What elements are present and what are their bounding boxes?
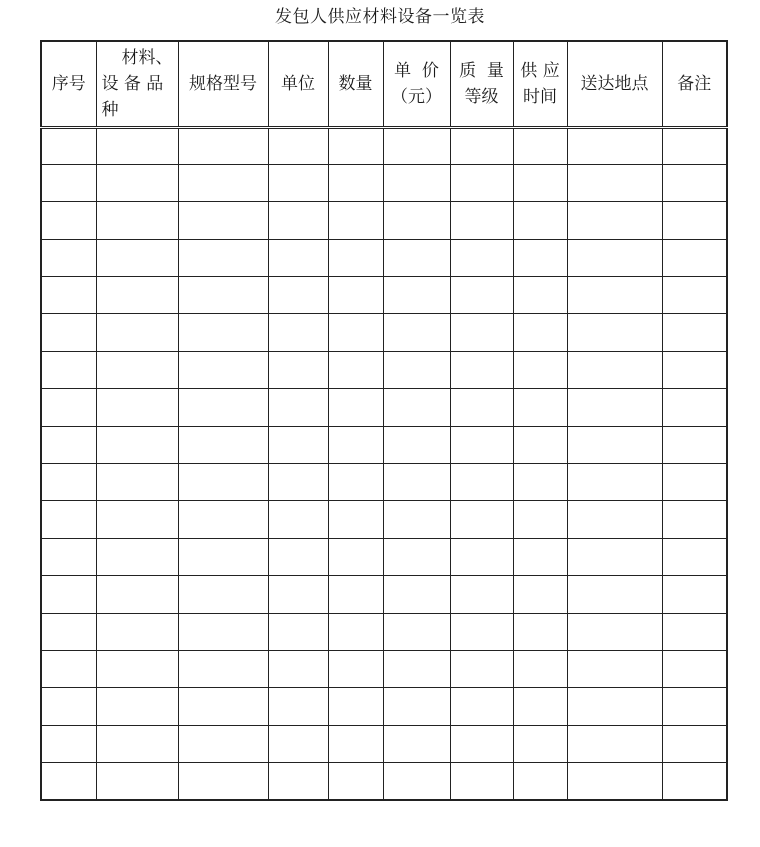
cell-delivery-place[interactable] bbox=[567, 389, 662, 426]
table-row bbox=[41, 763, 727, 800]
table-body bbox=[41, 127, 727, 800]
cell-quality[interactable] bbox=[450, 725, 513, 762]
cell-quality[interactable] bbox=[450, 688, 513, 725]
cell-spec[interactable] bbox=[178, 538, 268, 575]
cell-spec[interactable] bbox=[178, 725, 268, 762]
cell-supply-time[interactable] bbox=[513, 688, 567, 725]
header-remarks bbox=[662, 41, 727, 127]
cell-unit-price[interactable] bbox=[383, 501, 450, 538]
cell-unit-price[interactable] bbox=[383, 688, 450, 725]
cell-quantity[interactable] bbox=[328, 576, 383, 613]
cell-quantity[interactable] bbox=[328, 351, 383, 388]
cell-remarks[interactable] bbox=[662, 464, 727, 501]
header-label: 送达地点 bbox=[580, 73, 649, 94]
page-title: 发包人供应材料设备一览表 bbox=[275, 7, 485, 27]
cell-spec[interactable] bbox=[178, 613, 268, 650]
cell-material[interactable] bbox=[96, 389, 178, 426]
cell-supply-time[interactable] bbox=[513, 538, 567, 575]
cell-delivery-place[interactable] bbox=[567, 613, 662, 650]
table-row bbox=[41, 202, 727, 239]
cell-supply-time[interactable] bbox=[513, 576, 567, 613]
cell-delivery-place[interactable] bbox=[567, 650, 662, 687]
cell-delivery-place[interactable] bbox=[567, 314, 662, 351]
table-row bbox=[41, 576, 727, 613]
header-label: 规格型号 bbox=[189, 73, 257, 94]
table-row bbox=[41, 688, 727, 725]
cell-quality[interactable] bbox=[450, 501, 513, 538]
cell-quantity[interactable] bbox=[328, 314, 383, 351]
table-row bbox=[41, 613, 727, 650]
cell-unit[interactable] bbox=[268, 501, 328, 538]
materials-table bbox=[40, 40, 728, 801]
cell-unit[interactable] bbox=[268, 763, 328, 800]
cell-quality[interactable] bbox=[450, 164, 513, 201]
cell-unit-price[interactable] bbox=[383, 202, 450, 239]
cell-delivery-place[interactable] bbox=[567, 164, 662, 201]
cell-seq[interactable] bbox=[41, 725, 96, 762]
cell-delivery-place[interactable] bbox=[567, 538, 662, 575]
cell-unit-price[interactable] bbox=[383, 277, 450, 314]
cell-unit[interactable] bbox=[268, 576, 328, 613]
cell-spec[interactable] bbox=[178, 576, 268, 613]
cell-supply-time[interactable] bbox=[513, 464, 567, 501]
cell-supply-time[interactable] bbox=[513, 127, 567, 164]
cell-unit-price[interactable] bbox=[383, 164, 450, 201]
cell-spec[interactable] bbox=[178, 464, 268, 501]
cell-seq[interactable] bbox=[41, 763, 96, 800]
cell-material[interactable] bbox=[96, 613, 178, 650]
cell-supply-time[interactable] bbox=[513, 763, 567, 800]
cell-delivery-place[interactable] bbox=[567, 501, 662, 538]
cell-quantity[interactable] bbox=[328, 538, 383, 575]
cell-remarks[interactable] bbox=[662, 725, 727, 762]
cell-delivery-place[interactable] bbox=[567, 576, 662, 613]
cell-unit-price[interactable] bbox=[383, 538, 450, 575]
table-row bbox=[41, 277, 727, 314]
header-delivery-place bbox=[567, 41, 662, 127]
cell-remarks[interactable] bbox=[662, 538, 727, 575]
cell-unit-price[interactable] bbox=[383, 464, 450, 501]
cell-delivery-place[interactable] bbox=[567, 277, 662, 314]
header-label: 备注 bbox=[677, 73, 712, 94]
header-label: 时间 bbox=[523, 86, 557, 107]
cell-seq[interactable] bbox=[41, 650, 96, 687]
cell-unit[interactable] bbox=[268, 164, 328, 201]
cell-remarks[interactable] bbox=[662, 314, 727, 351]
header-label: 单位 bbox=[281, 73, 315, 94]
header-seq bbox=[41, 41, 96, 127]
cell-supply-time[interactable] bbox=[513, 650, 567, 687]
cell-material[interactable] bbox=[96, 688, 178, 725]
cell-quality[interactable] bbox=[450, 426, 513, 463]
cell-quantity[interactable] bbox=[328, 389, 383, 426]
cell-spec[interactable] bbox=[178, 239, 268, 276]
cell-remarks[interactable] bbox=[662, 576, 727, 613]
cell-supply-time[interactable] bbox=[513, 426, 567, 463]
cell-seq[interactable] bbox=[41, 613, 96, 650]
cell-supply-time[interactable] bbox=[513, 501, 567, 538]
cell-remarks[interactable] bbox=[662, 501, 727, 538]
cell-material[interactable] bbox=[96, 164, 178, 201]
header-label: 材料、 bbox=[121, 47, 173, 68]
cell-unit[interactable] bbox=[268, 277, 328, 314]
header-quantity bbox=[328, 41, 383, 127]
cell-quality[interactable] bbox=[450, 314, 513, 351]
cell-spec[interactable] bbox=[178, 164, 268, 201]
cell-material[interactable] bbox=[96, 650, 178, 687]
header-spec bbox=[178, 41, 268, 127]
cell-seq[interactable] bbox=[41, 314, 96, 351]
cell-material[interactable] bbox=[96, 763, 178, 800]
cell-delivery-place[interactable] bbox=[567, 464, 662, 501]
cell-unit-price[interactable] bbox=[383, 351, 450, 388]
cell-quality[interactable] bbox=[450, 613, 513, 650]
cell-quantity[interactable] bbox=[328, 127, 383, 164]
cell-delivery-place[interactable] bbox=[567, 725, 662, 762]
cell-quality[interactable] bbox=[450, 576, 513, 613]
table-row bbox=[41, 538, 727, 575]
cell-material[interactable] bbox=[96, 351, 178, 388]
cell-seq[interactable] bbox=[41, 538, 96, 575]
cell-unit[interactable] bbox=[268, 538, 328, 575]
table-row bbox=[41, 239, 727, 276]
header-label: 设 备 品 bbox=[101, 73, 164, 94]
cell-quantity[interactable] bbox=[328, 464, 383, 501]
cell-spec[interactable] bbox=[178, 277, 268, 314]
cell-spec[interactable] bbox=[178, 314, 268, 351]
cell-remarks[interactable] bbox=[662, 239, 727, 276]
table-row bbox=[41, 164, 727, 201]
cell-unit-price[interactable] bbox=[383, 725, 450, 762]
cell-remarks[interactable] bbox=[662, 613, 727, 650]
cell-unit-price[interactable] bbox=[383, 389, 450, 426]
header-supply-time bbox=[513, 41, 567, 127]
header-label: 数量 bbox=[338, 73, 373, 94]
cell-seq[interactable] bbox=[41, 464, 96, 501]
cell-unit[interactable] bbox=[268, 426, 328, 463]
cell-unit-price[interactable] bbox=[383, 613, 450, 650]
table-row bbox=[41, 725, 727, 762]
cell-unit[interactable] bbox=[268, 613, 328, 650]
cell-unit[interactable] bbox=[268, 650, 328, 687]
table-row bbox=[41, 464, 727, 501]
cell-spec[interactable] bbox=[178, 763, 268, 800]
cell-quality[interactable] bbox=[450, 389, 513, 426]
cell-remarks[interactable] bbox=[662, 650, 727, 687]
cell-supply-time[interactable] bbox=[513, 725, 567, 762]
cell-seq[interactable] bbox=[41, 351, 96, 388]
cell-unit[interactable] bbox=[268, 314, 328, 351]
cell-supply-time[interactable] bbox=[513, 164, 567, 201]
cell-quantity[interactable] bbox=[328, 426, 383, 463]
cell-unit[interactable] bbox=[268, 351, 328, 388]
cell-quality[interactable] bbox=[450, 650, 513, 687]
cell-unit[interactable] bbox=[268, 688, 328, 725]
cell-quantity[interactable] bbox=[328, 277, 383, 314]
cell-unit-price[interactable] bbox=[383, 127, 450, 164]
cell-unit-price[interactable] bbox=[383, 426, 450, 463]
header-label: 质 量 bbox=[459, 60, 504, 81]
cell-remarks[interactable] bbox=[662, 277, 727, 314]
cell-material[interactable] bbox=[96, 725, 178, 762]
cell-material[interactable] bbox=[96, 239, 178, 276]
header-label: 等级 bbox=[464, 86, 499, 107]
cell-supply-time[interactable] bbox=[513, 314, 567, 351]
cell-quantity[interactable] bbox=[328, 239, 383, 276]
cell-spec[interactable] bbox=[178, 389, 268, 426]
cell-supply-time[interactable] bbox=[513, 239, 567, 276]
cell-remarks[interactable] bbox=[662, 688, 727, 725]
cell-supply-time[interactable] bbox=[513, 389, 567, 426]
cell-quality[interactable] bbox=[450, 464, 513, 501]
cell-delivery-place[interactable] bbox=[567, 239, 662, 276]
cell-unit[interactable] bbox=[268, 464, 328, 501]
cell-material[interactable] bbox=[96, 314, 178, 351]
cell-unit[interactable] bbox=[268, 127, 328, 164]
cell-quality[interactable] bbox=[450, 538, 513, 575]
cell-remarks[interactable] bbox=[662, 426, 727, 463]
header-label: 供 应 bbox=[520, 60, 560, 81]
header-unit bbox=[268, 41, 328, 127]
cell-quantity[interactable] bbox=[328, 763, 383, 800]
cell-material[interactable] bbox=[96, 426, 178, 463]
cell-spec[interactable] bbox=[178, 202, 268, 239]
cell-quantity[interactable] bbox=[328, 613, 383, 650]
cell-unit[interactable] bbox=[268, 202, 328, 239]
cell-material[interactable] bbox=[96, 538, 178, 575]
cell-material[interactable] bbox=[96, 202, 178, 239]
table-row bbox=[41, 314, 727, 351]
header-unit-price bbox=[383, 41, 450, 127]
cell-seq[interactable] bbox=[41, 127, 96, 164]
cell-quantity[interactable] bbox=[328, 501, 383, 538]
cell-seq[interactable] bbox=[41, 501, 96, 538]
cell-material[interactable] bbox=[96, 576, 178, 613]
cell-material[interactable] bbox=[96, 501, 178, 538]
cell-supply-time[interactable] bbox=[513, 351, 567, 388]
cell-delivery-place[interactable] bbox=[567, 202, 662, 239]
cell-seq[interactable] bbox=[41, 202, 96, 239]
cell-spec[interactable] bbox=[178, 426, 268, 463]
cell-seq[interactable] bbox=[41, 576, 96, 613]
header-label: 单 价 bbox=[394, 60, 439, 81]
cell-unit-price[interactable] bbox=[383, 763, 450, 800]
cell-quality[interactable] bbox=[450, 763, 513, 800]
cell-remarks[interactable] bbox=[662, 164, 727, 201]
cell-delivery-place[interactable] bbox=[567, 426, 662, 463]
header-row bbox=[41, 41, 727, 127]
header-material bbox=[96, 41, 178, 127]
cell-material[interactable] bbox=[96, 464, 178, 501]
table-row bbox=[41, 501, 727, 538]
cell-spec[interactable] bbox=[178, 650, 268, 687]
cell-delivery-place[interactable] bbox=[567, 688, 662, 725]
cell-remarks[interactable] bbox=[662, 389, 727, 426]
table-row bbox=[41, 650, 727, 687]
cell-quantity[interactable] bbox=[328, 725, 383, 762]
cell-unit-price[interactable] bbox=[383, 314, 450, 351]
header-label: 种 bbox=[101, 99, 119, 120]
cell-unit-price[interactable] bbox=[383, 650, 450, 687]
cell-remarks[interactable] bbox=[662, 202, 727, 239]
table-row bbox=[41, 389, 727, 426]
cell-quality[interactable] bbox=[450, 351, 513, 388]
cell-supply-time[interactable] bbox=[513, 277, 567, 314]
cell-unit-price[interactable] bbox=[383, 239, 450, 276]
cell-seq[interactable] bbox=[41, 389, 96, 426]
cell-supply-time[interactable] bbox=[513, 613, 567, 650]
cell-spec[interactable] bbox=[178, 127, 268, 164]
cell-unit[interactable] bbox=[268, 725, 328, 762]
cell-quality[interactable] bbox=[450, 202, 513, 239]
cell-remarks[interactable] bbox=[662, 763, 727, 800]
table-row bbox=[41, 351, 727, 388]
cell-quality[interactable] bbox=[450, 127, 513, 164]
header-label: （元） bbox=[391, 86, 442, 107]
cell-seq[interactable] bbox=[41, 164, 96, 201]
cell-supply-time[interactable] bbox=[513, 202, 567, 239]
cell-seq[interactable] bbox=[41, 688, 96, 725]
cell-material[interactable] bbox=[96, 127, 178, 164]
cell-delivery-place[interactable] bbox=[567, 351, 662, 388]
cell-remarks[interactable] bbox=[662, 351, 727, 388]
cell-quality[interactable] bbox=[450, 239, 513, 276]
cell-unit-price[interactable] bbox=[383, 576, 450, 613]
header-label: 序号 bbox=[51, 73, 86, 94]
cell-quantity[interactable] bbox=[328, 202, 383, 239]
cell-seq[interactable] bbox=[41, 277, 96, 314]
cell-unit[interactable] bbox=[268, 239, 328, 276]
cell-seq[interactable] bbox=[41, 426, 96, 463]
table-row bbox=[41, 127, 727, 164]
cell-spec[interactable] bbox=[178, 501, 268, 538]
cell-quantity[interactable] bbox=[328, 164, 383, 201]
cell-quantity[interactable] bbox=[328, 688, 383, 725]
cell-remarks[interactable] bbox=[662, 127, 727, 164]
cell-material[interactable] bbox=[96, 277, 178, 314]
table-row bbox=[41, 426, 727, 463]
cell-spec[interactable] bbox=[178, 688, 268, 725]
cell-delivery-place[interactable] bbox=[567, 763, 662, 800]
cell-delivery-place[interactable] bbox=[567, 127, 662, 164]
cell-quality[interactable] bbox=[450, 277, 513, 314]
cell-quantity[interactable] bbox=[328, 650, 383, 687]
cell-unit[interactable] bbox=[268, 389, 328, 426]
header-quality bbox=[450, 41, 513, 127]
cell-seq[interactable] bbox=[41, 239, 96, 276]
cell-spec[interactable] bbox=[178, 351, 268, 388]
